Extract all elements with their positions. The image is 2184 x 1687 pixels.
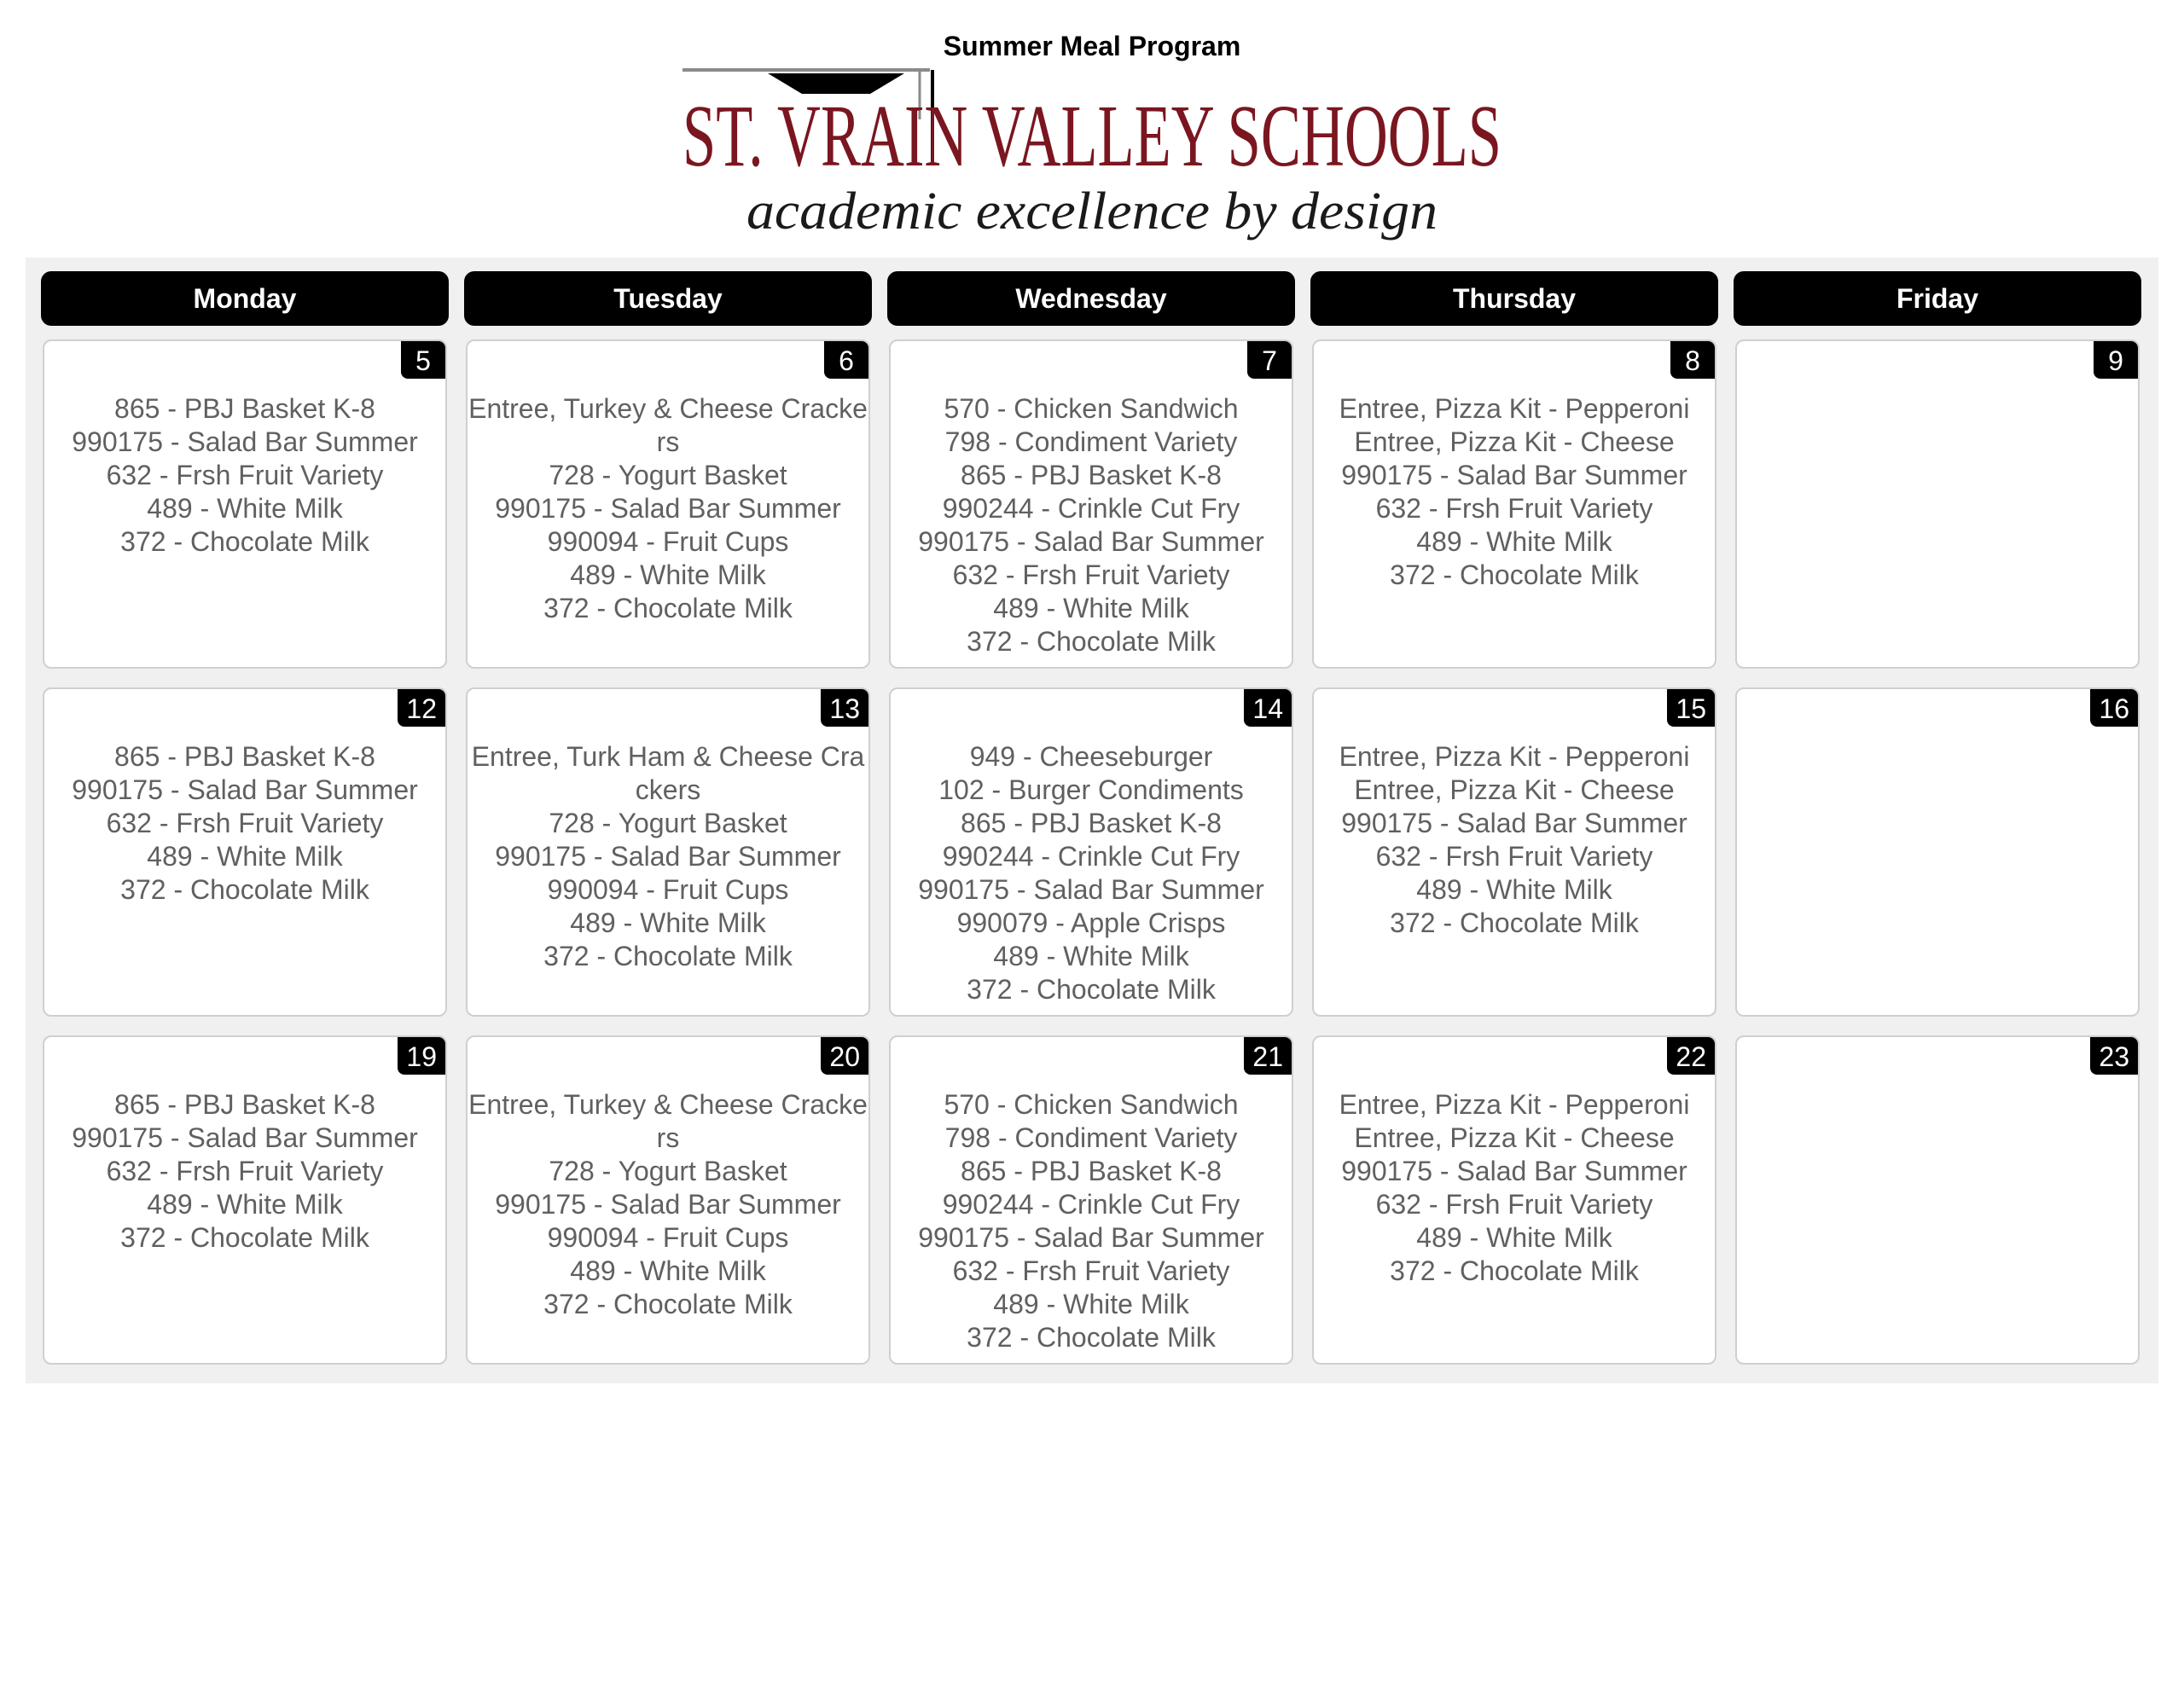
menu-item: 372 - Chocolate Milk: [1390, 907, 1639, 938]
menu-item: 372 - Chocolate Milk: [543, 941, 793, 971]
menu-item: 570 - Chicken Sandwich: [944, 1089, 1239, 1120]
menu-item: 990175 - Salad Bar Summer: [1341, 808, 1687, 838]
day-cell: [466, 1035, 870, 1365]
menu-item: 865 - PBJ Basket K-8: [961, 460, 1222, 490]
menu-item: 728 - Yogurt Basket: [549, 460, 787, 490]
menu-item: 990244 - Crinkle Cut Fry: [942, 493, 1240, 524]
menu-item: 990175 - Salad Bar Summer: [72, 426, 418, 457]
menu-item: 372 - Chocolate Milk: [1390, 1255, 1639, 1286]
date-badge: 23: [2090, 1037, 2138, 1075]
page-title: Summer Meal Program: [943, 31, 1241, 61]
menu-item: 489 - White Milk: [993, 1289, 1189, 1319]
menu-item: Entree, Pizza Kit - Pepperoni: [1339, 1089, 1690, 1120]
menu-item: 489 - White Milk: [570, 907, 766, 938]
menu-item: 990244 - Crinkle Cut Fry: [942, 1189, 1240, 1220]
menu-item: 102 - Burger Condiments: [938, 774, 1244, 805]
day-cell: [1312, 1035, 1716, 1365]
date-badge: 12: [398, 689, 445, 727]
menu-item: 372 - Chocolate Milk: [1390, 559, 1639, 590]
menu-list: [44, 1088, 445, 1255]
menu-list: [891, 1088, 1292, 1354]
menu-item: 632 - Frsh Fruit Variety: [952, 1255, 1230, 1286]
menu-item: 372 - Chocolate Milk: [543, 593, 793, 623]
menu-item: 489 - White Milk: [1416, 874, 1612, 905]
menu-item: 990175 - Salad Bar Summer: [495, 493, 841, 524]
day-header-friday: Friday: [1734, 271, 2141, 326]
menu-item: 489 - White Milk: [1416, 1222, 1612, 1253]
menu-item: 372 - Chocolate Milk: [120, 526, 369, 557]
day-cell: [1312, 687, 1716, 1017]
menu-list: [1314, 392, 1715, 592]
menu-list: [1314, 740, 1715, 940]
menu-item: Entree, Turk Ham & Cheese Crackers: [471, 741, 865, 805]
day-cell: [1312, 339, 1716, 669]
menu-item: 990094 - Fruit Cups: [547, 1222, 789, 1253]
date-badge: 7: [1247, 341, 1292, 379]
date-badge: 8: [1670, 341, 1715, 379]
date-badge: 9: [2094, 341, 2138, 379]
date-badge: 6: [824, 341, 868, 379]
menu-item: 489 - White Milk: [570, 1255, 766, 1286]
menu-item: 372 - Chocolate Milk: [967, 974, 1216, 1005]
date-badge: 14: [1244, 689, 1292, 727]
date-badge: 5: [401, 341, 445, 379]
menu-item: 865 - PBJ Basket K-8: [114, 741, 375, 772]
menu-item: 990175 - Salad Bar Summer: [1341, 460, 1687, 490]
menu-item: 632 - Frsh Fruit Variety: [1375, 1189, 1653, 1220]
menu-item: 798 - Condiment Variety: [944, 1122, 1238, 1153]
menu-list: [468, 392, 868, 625]
menu-item: 990079 - Apple Crisps: [956, 907, 1226, 938]
menu-item: 990175 - Salad Bar Summer: [918, 1222, 1264, 1253]
menu-list: [891, 740, 1292, 1006]
school-logo: [674, 60, 1510, 247]
menu-item: Entree, Turkey & Cheese Crackers: [468, 393, 868, 457]
menu-item: 632 - Frsh Fruit Variety: [106, 1156, 384, 1186]
menu-item: 990175 - Salad Bar Summer: [918, 526, 1264, 557]
day-cell: [43, 339, 447, 669]
menu-list: [891, 392, 1292, 658]
date-badge: 13: [821, 689, 868, 727]
day-cell: [43, 1035, 447, 1365]
menu-item: 990094 - Fruit Cups: [547, 874, 789, 905]
menu-item: 865 - PBJ Basket K-8: [114, 393, 375, 424]
menu-item: 728 - Yogurt Basket: [549, 1156, 787, 1186]
day-cell: [1735, 1035, 2140, 1365]
meal-calendar: [26, 258, 2158, 1383]
menu-item: 489 - White Milk: [147, 841, 343, 872]
logo-wordmark: ST. VRAIN VALLEY SCHOOLS: [682, 87, 1502, 185]
menu-item: 489 - White Milk: [147, 1189, 343, 1220]
menu-item: 489 - White Milk: [993, 941, 1189, 971]
menu-item: 865 - PBJ Basket K-8: [961, 1156, 1222, 1186]
menu-item: 949 - Cheeseburger: [969, 741, 1213, 772]
menu-item: 372 - Chocolate Milk: [967, 626, 1216, 657]
logo-tagline: academic excellence by design: [746, 183, 1438, 241]
menu-item: 372 - Chocolate Milk: [543, 1289, 793, 1319]
menu-item: 372 - Chocolate Milk: [120, 1222, 369, 1253]
menu-item: 372 - Chocolate Milk: [120, 874, 369, 905]
menu-item: Entree, Pizza Kit - Pepperoni: [1339, 741, 1690, 772]
menu-item: 728 - Yogurt Basket: [549, 808, 787, 838]
day-cell: [1735, 339, 2140, 669]
menu-item: 865 - PBJ Basket K-8: [961, 808, 1222, 838]
date-badge: 15: [1667, 689, 1715, 727]
menu-item: 990244 - Crinkle Cut Fry: [942, 841, 1240, 872]
menu-item: 632 - Frsh Fruit Variety: [106, 460, 384, 490]
day-header-tuesday: Tuesday: [464, 271, 872, 326]
menu-item: 632 - Frsh Fruit Variety: [1375, 493, 1653, 524]
menu-list: [44, 740, 445, 907]
day-header-thursday: Thursday: [1310, 271, 1718, 326]
menu-item: 990175 - Salad Bar Summer: [918, 874, 1264, 905]
date-badge: 19: [398, 1037, 445, 1075]
menu-item: 990175 - Salad Bar Summer: [1341, 1156, 1687, 1186]
menu-list: [468, 1088, 868, 1321]
menu-item: 489 - White Milk: [993, 593, 1189, 623]
menu-item: 798 - Condiment Variety: [944, 426, 1238, 457]
day-cell: [466, 339, 870, 669]
date-badge: 22: [1667, 1037, 1715, 1075]
menu-item: 990175 - Salad Bar Summer: [495, 1189, 841, 1220]
menu-item: 372 - Chocolate Milk: [967, 1322, 1216, 1353]
menu-list: [468, 740, 868, 973]
menu-item: 632 - Frsh Fruit Variety: [952, 559, 1230, 590]
menu-item: 990175 - Salad Bar Summer: [72, 1122, 418, 1153]
menu-item: Entree, Pizza Kit - Cheese: [1354, 1122, 1675, 1153]
day-header-wednesday: Wednesday: [887, 271, 1295, 326]
menu-item: Entree, Turkey & Cheese Crackers: [468, 1089, 868, 1153]
menu-item: Entree, Pizza Kit - Cheese: [1354, 774, 1675, 805]
menu-item: 632 - Frsh Fruit Variety: [106, 808, 384, 838]
day-cell: [43, 687, 447, 1017]
menu-item: Entree, Pizza Kit - Cheese: [1354, 426, 1675, 457]
day-header-monday: Monday: [41, 271, 449, 326]
menu-item: Entree, Pizza Kit - Pepperoni: [1339, 393, 1690, 424]
day-cell: [889, 1035, 1293, 1365]
menu-list: [1314, 1088, 1715, 1288]
menu-item: 570 - Chicken Sandwich: [944, 393, 1239, 424]
menu-item: 489 - White Milk: [147, 493, 343, 524]
day-cell: [466, 687, 870, 1017]
menu-item: 990094 - Fruit Cups: [547, 526, 789, 557]
menu-item: 632 - Frsh Fruit Variety: [1375, 841, 1653, 872]
menu-item: 865 - PBJ Basket K-8: [114, 1089, 375, 1120]
menu-item: 489 - White Milk: [570, 559, 766, 590]
day-cell: [1735, 687, 2140, 1017]
date-badge: 20: [821, 1037, 868, 1075]
day-cell: [889, 339, 1293, 669]
date-badge: 21: [1244, 1037, 1292, 1075]
menu-list: [44, 392, 445, 559]
date-badge: 16: [2090, 689, 2138, 727]
day-cell: [889, 687, 1293, 1017]
menu-item: 489 - White Milk: [1416, 526, 1612, 557]
menu-item: 990175 - Salad Bar Summer: [72, 774, 418, 805]
menu-item: 990175 - Salad Bar Summer: [495, 841, 841, 872]
